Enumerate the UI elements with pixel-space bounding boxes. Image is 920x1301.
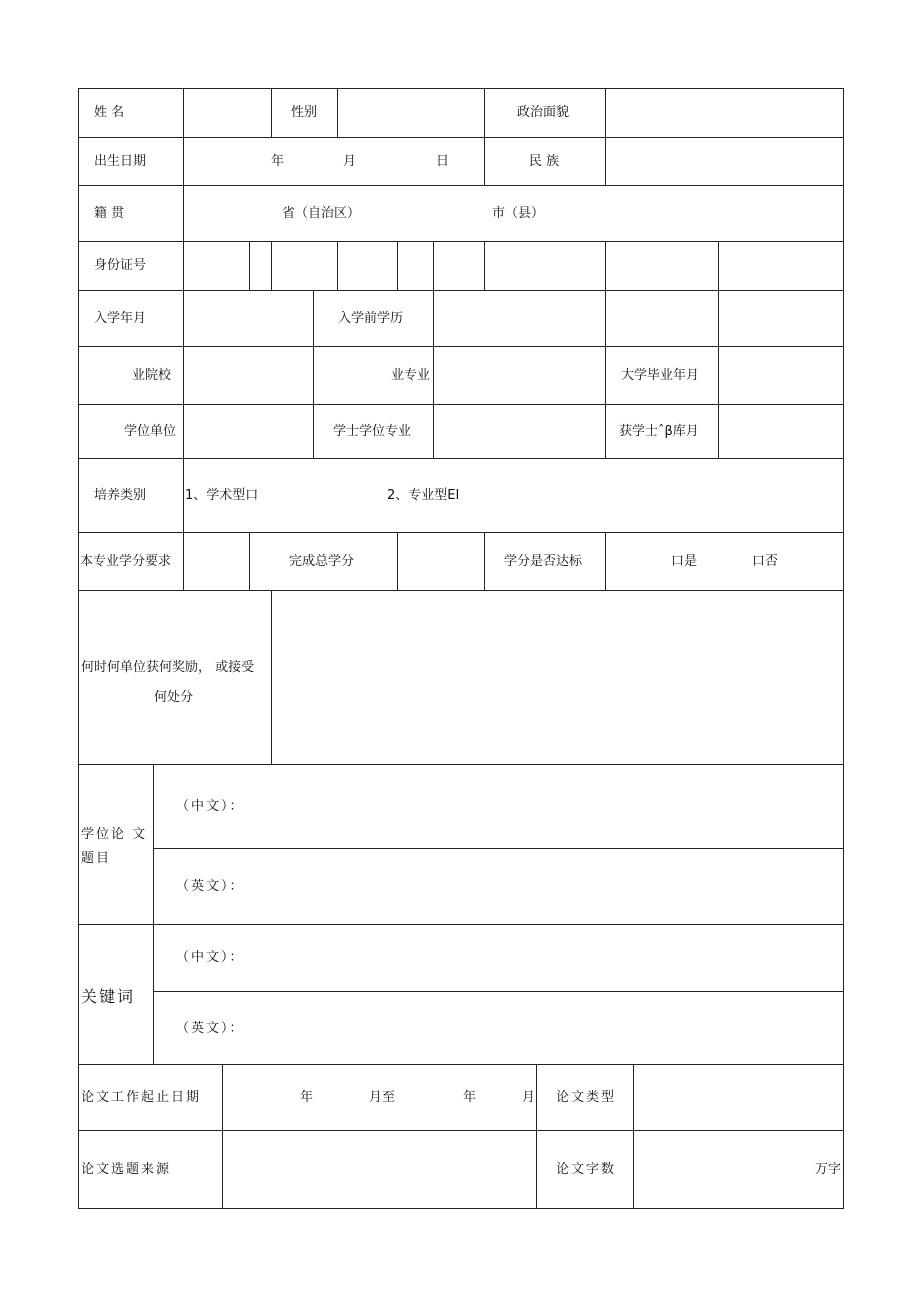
grad-date-label: 大学毕业年月 — [621, 368, 700, 383]
thesis-title-label-line2: 题目 — [81, 851, 112, 866]
source-label: 论文选题来源 — [81, 1162, 172, 1177]
bachelor-major-field[interactable] — [433, 404, 606, 459]
award-label-cell — [78, 590, 272, 765]
thesis-title-en-label: （英文）： — [176, 879, 245, 894]
award-label-line2: 何处分 — [154, 690, 194, 705]
bachelor-major-label: 学士学位专业 — [333, 424, 412, 439]
birth-label: 出生日期 — [94, 154, 147, 169]
id-digit-cell[interactable] — [337, 241, 398, 291]
type-label: 培养类别 — [94, 488, 147, 503]
period-field[interactable] — [222, 1064, 537, 1131]
option-no[interactable]: 口否 — [752, 554, 779, 569]
ethnicity-field[interactable] — [605, 137, 844, 186]
day-label: 日 — [436, 154, 450, 169]
school-label: 业院校 — [132, 368, 172, 383]
birth-label-cell — [78, 137, 184, 186]
credit-req-label-cell — [78, 532, 184, 591]
id-digit-cell[interactable] — [397, 241, 434, 291]
thesis-title-cn-label: （中文）： — [176, 799, 245, 814]
province-label: 省（自治区） — [282, 206, 361, 221]
ethnicity-label-cell — [484, 137, 606, 186]
ethnicity-label: 民 族 — [529, 154, 560, 169]
end-year-label: 年 — [463, 1090, 477, 1105]
thesis-title-label-line1: 学位论 文 — [81, 827, 148, 842]
id-digit-cell[interactable] — [433, 241, 485, 291]
thesis-title-en-field[interactable] — [153, 848, 844, 925]
id-digit-cell[interactable] — [605, 241, 719, 291]
month-label: 月 — [343, 154, 357, 169]
bachelor-major-label-cell — [313, 404, 434, 459]
id-digit-cell[interactable] — [271, 241, 338, 291]
id-label-cell — [78, 241, 184, 291]
prior-edu-label: 入学前学历 — [338, 311, 404, 326]
keywords-label-cell — [78, 924, 154, 1065]
obtain-label-cell — [605, 404, 719, 459]
thesis-type-field[interactable] — [633, 1064, 844, 1131]
source-label-cell — [78, 1130, 223, 1209]
thesis-type-label: 论文类型 — [556, 1090, 617, 1105]
total-credit-label-cell — [249, 532, 398, 591]
native-place-field[interactable] — [183, 185, 844, 242]
gender-label-cell — [271, 88, 338, 138]
enroll-label-cell — [78, 290, 184, 347]
words-unit-label: 万字 — [815, 1162, 842, 1177]
name-label: 姓 名 — [94, 105, 125, 120]
credit-req-label: 本专业学分要求 — [80, 554, 172, 569]
name-label-cell — [78, 88, 184, 138]
obtain-field[interactable] — [718, 404, 844, 459]
blank-cell[interactable] — [605, 290, 719, 347]
native-label-cell — [78, 185, 184, 242]
name-field[interactable] — [183, 88, 272, 138]
degree-unit-label: 学位单位 — [124, 424, 177, 439]
school-label-cell — [78, 346, 184, 405]
school-field[interactable] — [183, 346, 314, 405]
type-label-cell — [78, 458, 184, 533]
enroll-label: 入学年月 — [94, 311, 147, 326]
thesis-title-cn-field[interactable] — [153, 764, 844, 849]
source-field[interactable] — [222, 1130, 537, 1209]
option-yes[interactable]: 口是 — [671, 554, 698, 569]
award-field[interactable] — [271, 590, 844, 765]
prior-edu-field[interactable] — [433, 290, 606, 347]
words-label: 论文字数 — [556, 1162, 617, 1177]
id-label: 身份证号 — [94, 258, 147, 273]
id-digit-cell[interactable] — [718, 241, 844, 291]
grad-date-label-cell — [605, 346, 719, 405]
words-field[interactable] — [633, 1130, 844, 1209]
type-options-cell — [183, 458, 844, 533]
grad-date-field[interactable] — [718, 346, 844, 405]
keywords-cn-field[interactable] — [153, 924, 844, 992]
met-options-cell — [605, 532, 844, 591]
option-academic[interactable]: 1、学术型口 — [185, 488, 259, 503]
id-digit-cell[interactable] — [183, 241, 250, 291]
month-to-label: 月至 — [369, 1090, 396, 1105]
degree-unit-label-cell — [78, 404, 184, 459]
met-label: 学分是否达标 — [504, 554, 583, 569]
major-field[interactable] — [433, 346, 606, 405]
enroll-field[interactable] — [183, 290, 314, 347]
major-label-cell — [313, 346, 434, 405]
city-label: 市（县） — [492, 206, 545, 221]
award-label-line1: 何时何单位获何奖励， 或接受 — [81, 660, 255, 675]
political-field[interactable] — [605, 88, 844, 138]
id-digit-cell[interactable] — [484, 241, 606, 291]
gender-label: 性别 — [291, 105, 318, 120]
blank-cell[interactable] — [718, 290, 844, 347]
obtain-label: 获学士ˆβ库月 — [619, 424, 699, 439]
major-label: 业专业 — [391, 368, 431, 383]
keywords-cn-label: （中文）： — [176, 950, 245, 965]
credit-req-field[interactable] — [183, 532, 250, 591]
birth-date-field[interactable] — [183, 137, 485, 186]
period-label: 论文工作起止日期 — [81, 1090, 202, 1105]
keywords-en-field[interactable] — [153, 991, 844, 1065]
period-label-cell — [78, 1064, 223, 1131]
political-label-cell — [484, 88, 606, 138]
words-label-cell — [536, 1130, 634, 1209]
political-label: 政治面貌 — [517, 105, 570, 120]
option-professional[interactable]: 2、专业型EI — [387, 488, 460, 503]
total-credit-label: 完成总学分 — [289, 554, 355, 569]
total-credit-field[interactable] — [397, 532, 485, 591]
met-label-cell — [484, 532, 606, 591]
year-label: 年 — [271, 154, 285, 169]
thesis-title-label-cell — [78, 764, 154, 925]
prior-edu-label-cell — [313, 290, 434, 347]
thesis-type-label-cell — [536, 1064, 634, 1131]
keywords-en-label: （英文）： — [176, 1021, 245, 1036]
keywords-label: 关键词 — [81, 987, 136, 1006]
degree-unit-field[interactable] — [183, 404, 314, 459]
id-digit-cell[interactable] — [249, 241, 272, 291]
gender-field[interactable] — [337, 88, 485, 138]
native-label: 籍 贯 — [94, 206, 125, 221]
end-month-label: 月 — [522, 1090, 536, 1105]
start-year-label: 年 — [300, 1090, 314, 1105]
